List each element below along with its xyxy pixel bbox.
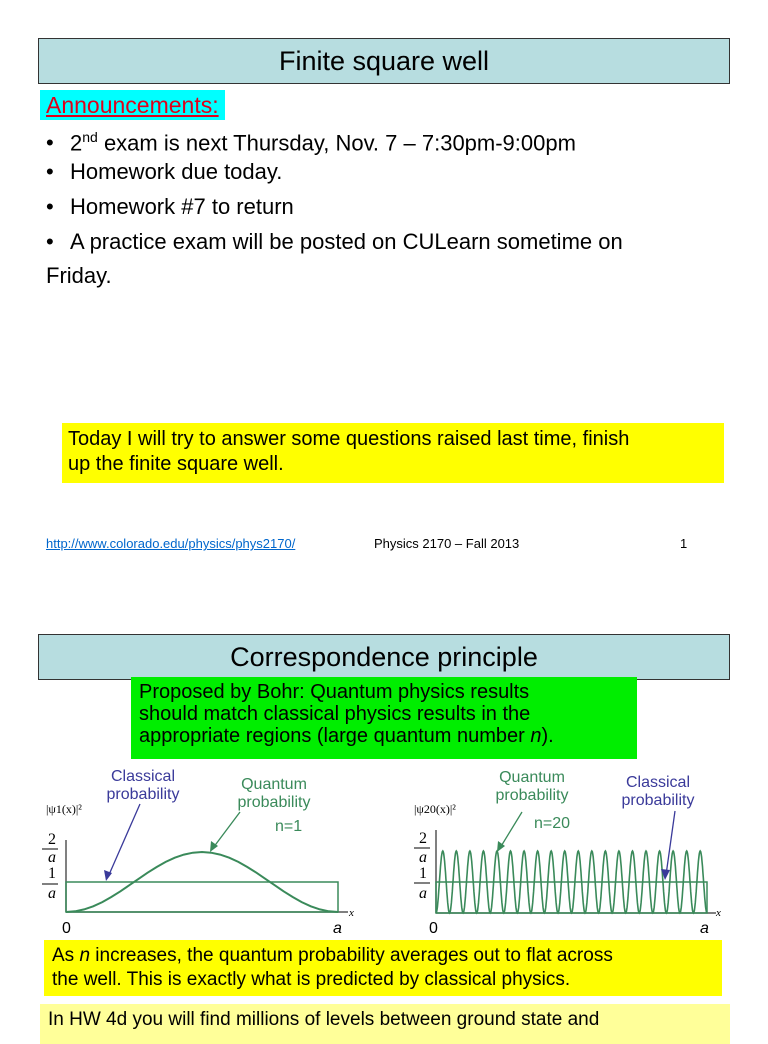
announcements-label: Announcements: bbox=[40, 90, 225, 120]
today-note: Today I will try to answer some questions raised last time, finish up the finite square well. bbox=[62, 423, 724, 483]
footer-link[interactable]: http://www.colorado.edu/physics/phys2170/ bbox=[46, 536, 296, 551]
left-n-label: n=1 bbox=[275, 818, 303, 835]
right-tick-1: 1 bbox=[419, 865, 427, 882]
left-tick-2: 2 bbox=[48, 831, 56, 848]
right-n-label: n=20 bbox=[534, 815, 571, 832]
left-xa: a bbox=[333, 920, 342, 937]
footer-course: Physics 2170 – Fall 2013 bbox=[374, 536, 520, 551]
bullet-practice-exam-cont: Friday. bbox=[46, 263, 112, 288]
right-classical-label: Classical probability bbox=[621, 774, 695, 809]
left-x0: 0 bbox=[62, 920, 71, 937]
left-classical-label: Classical probability bbox=[106, 768, 180, 803]
right-ylabel: |ψ20(x)|² bbox=[414, 802, 456, 816]
right-tick-1-a: a bbox=[419, 885, 427, 902]
left-plot bbox=[42, 804, 348, 912]
left-quantum-arrow bbox=[213, 812, 240, 848]
left-classical-arrow bbox=[108, 804, 140, 877]
bullet-practice-exam: • A practice exam will be posted on CULearn sometime on bbox=[46, 229, 623, 254]
right-x-axis-label: x bbox=[716, 907, 721, 919]
slide2-title: Correspondence principle bbox=[38, 634, 730, 680]
bullet-exam: • 2nd exam is next Thursday, Nov. 7 – 7:30pm-9:00pm bbox=[46, 129, 576, 156]
bullet-homework-due: • Homework due today. bbox=[46, 159, 283, 184]
footer-page-number: 1 bbox=[680, 536, 688, 551]
left-ylabel: |ψ1(x)|² bbox=[46, 802, 82, 816]
right-x0: 0 bbox=[429, 920, 438, 937]
hw-note: In HW 4d you will find millions of levels between ground state and bbox=[40, 1004, 730, 1044]
right-quantum-label: Quantum probability bbox=[495, 769, 569, 804]
bullet-homework-return: • Homework #7 to return bbox=[46, 194, 294, 219]
left-tick-1-a: a bbox=[48, 885, 56, 902]
right-classical-line bbox=[436, 882, 707, 913]
bohr-note: Proposed by Bohr: Quantum physics results should match classical physics results in the appropriate regions (large quantum number n). bbox=[131, 677, 637, 759]
conclusion-note: As n increases, the quantum probability averages out to flat across the well. This is exactly what is predicted by classical physics. bbox=[44, 940, 722, 996]
left-classical-line bbox=[66, 882, 338, 912]
left-tick-1: 1 bbox=[48, 865, 56, 882]
slide1-title: Finite square well bbox=[38, 38, 730, 84]
left-x-axis-label: x bbox=[349, 907, 354, 919]
right-quantum-arrow bbox=[500, 812, 522, 848]
right-tick-2: 2 bbox=[419, 830, 427, 847]
left-tick-2-a: a bbox=[48, 849, 56, 866]
right-xa: a bbox=[700, 920, 709, 937]
right-tick-2-a: a bbox=[419, 849, 427, 866]
left-quantum-label: Quantum probability bbox=[237, 776, 311, 811]
